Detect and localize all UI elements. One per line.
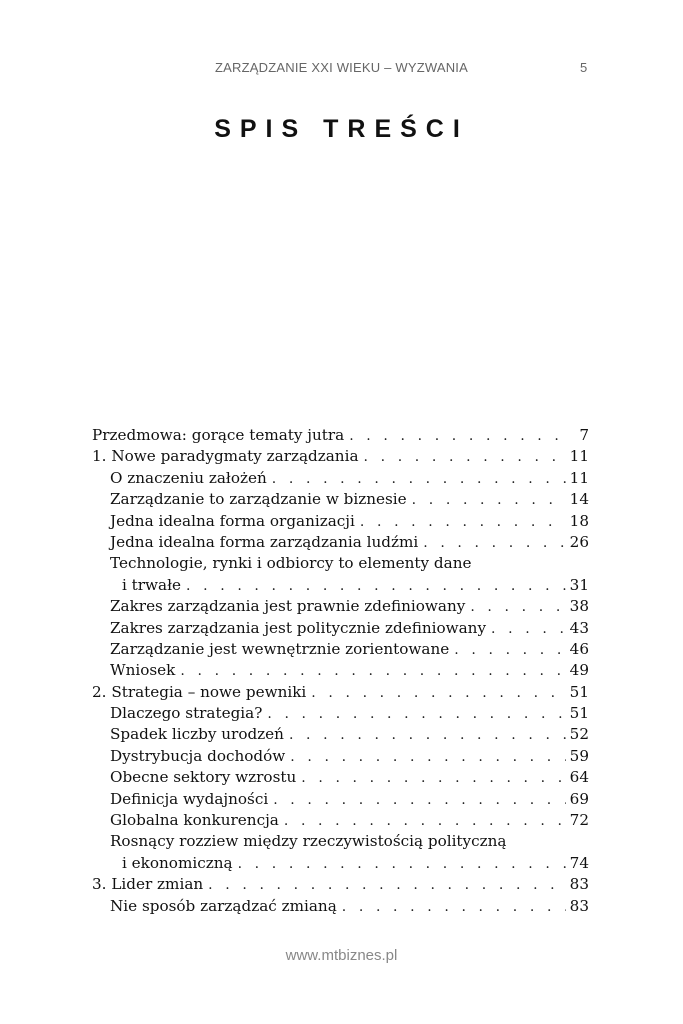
toc-entry-page: 83 <box>569 896 589 915</box>
toc-entry-page: 43 <box>569 618 589 637</box>
toc-leader-dots <box>301 768 566 789</box>
toc-leader-dots <box>311 683 566 704</box>
page-number: 5 <box>580 60 588 75</box>
page-title: SPIS TREŚCI <box>214 115 469 143</box>
toc-entry-label: O znaczeniu założeń <box>110 468 267 487</box>
toc-entry-label: Nie sposób zarządzać zmianą <box>110 896 337 915</box>
toc-entry-label: Dystrybucja dochodów <box>110 746 286 765</box>
toc-entry-page: 59 <box>569 746 589 765</box>
toc-entry <box>92 511 589 532</box>
table-of-contents <box>92 425 589 917</box>
toc-entry-page: 74 <box>569 853 589 872</box>
toc-entry-label: Rosnący rozziew między rzeczywistością polityczną <box>110 832 507 851</box>
toc-leader-dots <box>186 576 566 597</box>
toc-entry-label: Zarządzanie jest wewnętrznie zorientowane <box>110 639 450 658</box>
toc-entry-label: 1. Nowe paradygmaty zarządzania <box>92 447 359 466</box>
toc-entry <box>92 532 589 553</box>
toc-leader-dots <box>284 811 566 832</box>
toc-entry-page: 83 <box>569 875 589 894</box>
toc-entry-page: 18 <box>569 511 589 530</box>
toc-entry-page: 26 <box>569 532 589 551</box>
toc-entry-label: Wniosek <box>110 661 176 680</box>
footer-url: www.mtbiznes.pl <box>285 947 398 964</box>
toc-leader-dots <box>342 897 566 918</box>
toc-leader-dots <box>349 426 566 447</box>
toc-entry <box>92 789 589 810</box>
toc-entry <box>92 575 589 596</box>
toc-entry <box>92 489 589 510</box>
toc-entry <box>92 468 589 489</box>
toc-entry-label: Zarządzanie to zarządzanie w biznesie <box>110 490 407 509</box>
toc-leader-dots <box>273 790 566 811</box>
toc-leader-dots <box>454 640 566 661</box>
toc-entry-page: 51 <box>569 704 589 723</box>
toc-entry-label: Przedmowa: gorące tematy jutra <box>92 426 345 444</box>
toc-entry-label: Globalna konkurencja <box>110 811 279 830</box>
toc-leader-dots <box>412 490 566 511</box>
toc-entry <box>92 767 589 788</box>
toc-entry-label: Obecne sektory wzrostu <box>110 768 297 787</box>
toc-entry-label: Jedna idealna forma zarządzania ludźmi <box>110 532 419 551</box>
toc-entry <box>92 618 589 639</box>
toc-entry-page: 7 <box>579 426 589 444</box>
toc-leader-dots <box>290 747 566 768</box>
toc-entry <box>92 810 589 831</box>
toc-entry-page: 14 <box>569 490 589 509</box>
toc-entry <box>92 874 589 895</box>
toc-entry-page: 72 <box>569 811 589 830</box>
toc-leader-dots <box>364 447 567 468</box>
toc-entry <box>92 682 589 703</box>
toc-leader-dots <box>491 619 566 640</box>
toc-leader-dots <box>180 661 566 682</box>
toc-leader-dots <box>238 854 566 875</box>
toc-entry-label: Dlaczego strategia? <box>110 704 263 723</box>
toc-leader-dots <box>272 469 566 490</box>
toc-entry-page: 11 <box>569 468 589 487</box>
toc-entry-label: 2. Strategia – nowe pewniki <box>92 682 307 701</box>
running-header <box>0 60 683 78</box>
toc-entry-page: 69 <box>569 789 589 808</box>
toc-entry <box>92 660 589 681</box>
toc-entry-label: i trwałe <box>122 575 182 594</box>
toc-entry-label: Spadek liczby urodzeń <box>110 725 284 744</box>
toc-entry <box>92 446 589 467</box>
toc-leader-dots <box>470 597 566 618</box>
toc-entry-label: i ekonomiczną <box>122 853 233 872</box>
toc-leader-dots <box>267 704 566 725</box>
toc-entry <box>92 703 589 724</box>
toc-leader-dots <box>289 725 566 746</box>
toc-entry-page: 64 <box>569 768 589 787</box>
toc-entry <box>92 746 589 767</box>
toc-entry <box>92 596 589 617</box>
toc-entry <box>92 853 589 874</box>
toc-leader-dots <box>360 512 566 533</box>
toc-entry-page: 51 <box>569 682 589 701</box>
toc-entry <box>92 724 589 745</box>
toc-entry-label: Definicja wydajności <box>110 789 269 808</box>
toc-entry-page: 52 <box>569 725 589 744</box>
toc-entry <box>92 831 589 852</box>
toc-entry <box>92 896 589 917</box>
toc-entry <box>92 425 589 446</box>
toc-entry-label: Zakres zarządzania jest politycznie zdefiniowany <box>110 618 487 637</box>
toc-entry-label: Jedna idealna forma organizacji <box>110 511 355 530</box>
toc-leader-dots <box>423 533 566 554</box>
toc-entry-page: 46 <box>569 639 589 658</box>
toc-leader-dots <box>208 875 566 896</box>
toc-entry-label: Technologie, rynki i odbiorcy to elementy dane <box>110 554 472 573</box>
toc-entry-label: Zakres zarządzania jest prawnie zdefiniowany <box>110 597 466 616</box>
toc-entry-label: 3. Lider zmian <box>92 875 204 894</box>
toc-entry-page: 11 <box>569 447 589 466</box>
running-header-title: ZARZĄDZANIE XXI WIEKU – WYZWANIA <box>215 60 468 75</box>
toc-entry-page: 49 <box>569 661 589 680</box>
toc-entry-page: 38 <box>569 597 589 616</box>
toc-entry <box>92 639 589 660</box>
toc-entry-page: 31 <box>569 575 589 594</box>
toc-entry <box>92 553 589 574</box>
